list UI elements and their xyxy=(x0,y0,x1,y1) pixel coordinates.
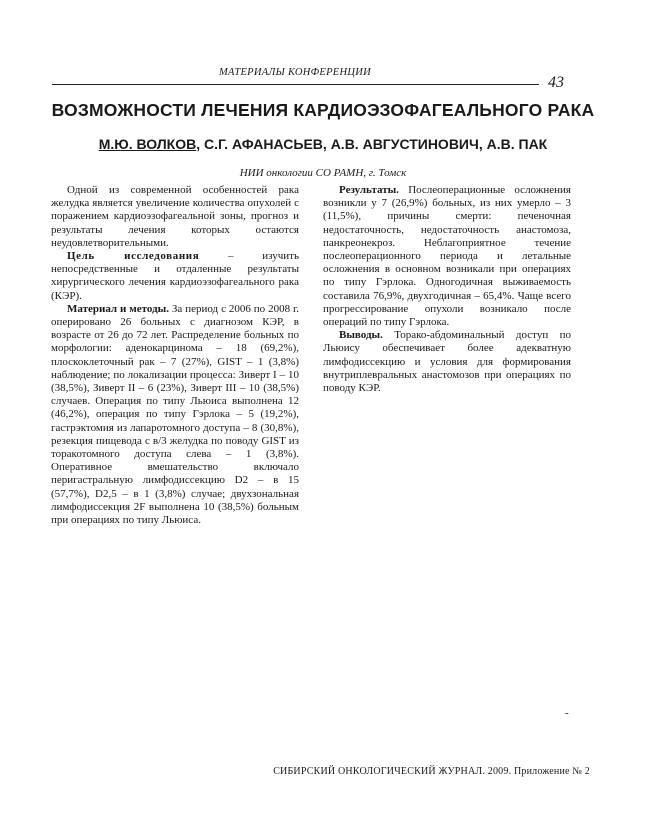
coauthors: , С.Г. АФАНАСЬЕВ, А.В. АВГУСТИНОВИЧ, А.В. ПАК xyxy=(196,136,548,152)
affiliation: НИИ онкологии СО РАМН, г. Томск xyxy=(239,167,407,179)
methods-heading: Материал и методы. xyxy=(67,302,169,315)
results-paragraph xyxy=(323,184,571,329)
margin-mark: - xyxy=(565,707,569,719)
methods-paragraph xyxy=(51,303,299,527)
results-heading: Результаты. xyxy=(339,184,399,196)
header-rule xyxy=(52,84,539,85)
conclusions-text: Торако-абдоминальный доступ по Льюису обеспечивает более адекватную лимфодиссекцию и условия для формирования внутриплевральных анастомозов при операциях по поводу КЭР. xyxy=(323,329,571,395)
aim-paragraph xyxy=(51,250,299,303)
journal-footer: СИБИРСКИЙ ОНКОЛОГИЧЕСКИЙ ЖУРНАЛ. 2009. Приложение № 2 xyxy=(273,766,590,777)
methods-text: За период с 2006 по 2008 г. оперировано 26 больных с диагнозом КЭР, в возрасте от 26 до 72 лет. Распределение больных по морфологии: аденокарцинома – 18 (69,2%), плоскоклеточный рак – 7 (27%), GIST – 1 (3,8%) наблюдение; по локализации процесса: Зиверт I – 10 (38,5%), Зиверт II – 6 (23%), Зиверт III – 10 (38,5%) случаев. Операция по типу Льюиса выполнена 12 (46,2%), операция по типу Гэрлока – 5 (19,2%), гастрэктомия из лапаротомного доступа – 8 (30,8%), резекция пищевода с в/3 желудка по поводу GIST из торакотомного доступа слева – 1 (3,8%). Оперативное вмешательство включало перигастральную лимфодиссекцию D2 – в 15 (57,7%), D2,5 – в 1 (3,8%) случае; двухзональная лимфодиссекция 2F выполнена 10 (38,5%) больным при операциях по типу Льюиса. xyxy=(51,302,299,527)
author-line xyxy=(40,136,606,152)
aim-text: – изучить непосредственные и отдаленные результаты хирургического лечения кардиоэзофагеального рака (КЭР). xyxy=(51,250,299,302)
aim-heading: Цель исследования xyxy=(67,250,200,263)
article-title: ВОЗМОЖНОСТИ ЛЕЧЕНИЯ КАРДИОЭЗОФАГЕАЛЬНОГО РАКА xyxy=(51,100,595,120)
running-header: МАТЕРИАЛЫ КОНФЕРЕНЦИИ xyxy=(218,67,372,78)
conclusions-heading: Выводы. xyxy=(339,329,383,342)
left-column xyxy=(51,184,299,527)
conclusions-paragraph xyxy=(323,329,571,395)
right-column xyxy=(323,184,571,395)
results-text: Послеоперационные осложнения возникли у 7 (26,9%) больных, из них умерло – 3 (11,5%), причины смерти: печеночная недостаточность, недостаточность анастомоза, панкреонекроз. Неблагоприятное течение послеоперационного периода и летальные осложнения в основном возникали при операциях по типу Гэрлока. Одногодичная выживаемость составила 76,9%, двухгодичная – 65,4%. Чаще всего прогрессирование опухоли возникало после операций по типу Гэрлока. xyxy=(323,184,571,329)
presenting-author: М.Ю. ВОЛКОВ xyxy=(98,136,197,152)
intro-paragraph: Одной из современной особенностей рака желудка является увеличение количества опухолей с поражением кардиоэзофагеальной зоны, прогноз и результаты лечения которых остаются неудовлетворительными. xyxy=(51,184,299,249)
page-number: 43 xyxy=(548,74,564,91)
